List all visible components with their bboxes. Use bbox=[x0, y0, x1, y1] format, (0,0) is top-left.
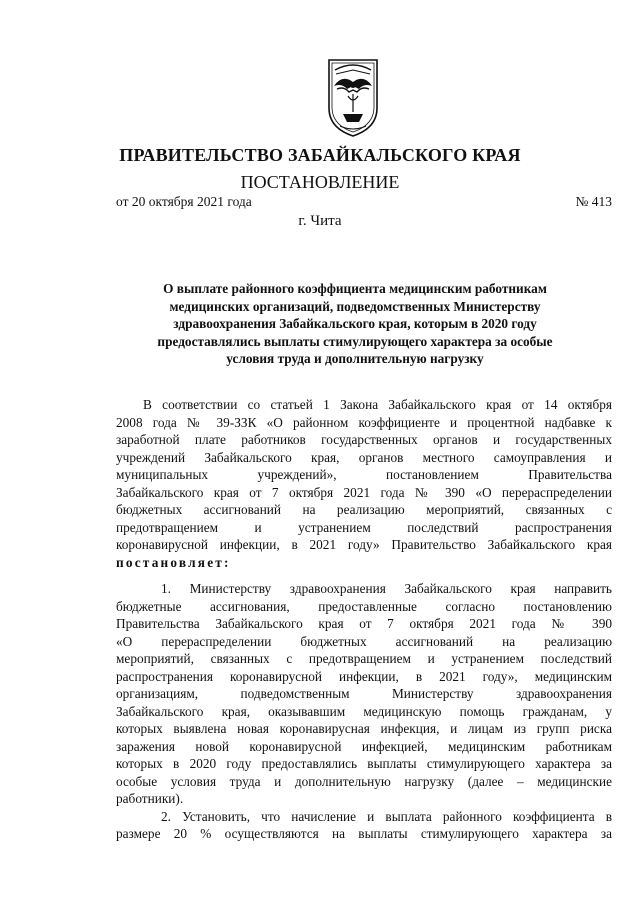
paragraph1-line: особые условия труда и дополнительную нагрузку (далее – медицинские bbox=[116, 773, 612, 789]
city: г. Чита bbox=[298, 213, 342, 229]
document-date: от 20 октября 2021 года bbox=[116, 194, 252, 209]
paragraph1-line: организациям, подведомственным Министерству здравоохранения bbox=[116, 686, 612, 701]
paragraph1-line: Забайкальского края, оказывавшим медицинскую помощь гражданам, у bbox=[116, 703, 612, 719]
document-number: № 413 bbox=[575, 194, 612, 209]
resolves-colon: : bbox=[224, 554, 231, 570]
subject-line: медицинских организаций, подведомственных Министерству bbox=[169, 298, 541, 314]
paragraph1-line: «О перераспределении бюджетных ассигнований на реализацию bbox=[116, 633, 612, 649]
preamble-line: муниципальных учреждений», постановлением Правительства bbox=[116, 467, 612, 482]
resolves-word: постановляет bbox=[116, 554, 225, 570]
document-subject bbox=[116, 280, 594, 368]
preamble-line: 2008 года № 39-ЗЗК «О районном коэффициенте и процентной надбавке к bbox=[116, 414, 612, 430]
paragraph2-line: размере 20 % осуществляются на выплаты стимулирующего характера за bbox=[116, 826, 612, 841]
subject-line: условия труда и дополнительную нагрузку bbox=[226, 351, 484, 366]
subject-line: здравоохранения Забайкальского края, которым в 2020 году bbox=[173, 316, 537, 331]
paragraph1-line: заражения новой коронавирусной инфекцией, медицинским работникам bbox=[116, 738, 612, 754]
coat-of-arms-icon bbox=[326, 56, 380, 140]
document-type: ПОСТАНОВЛЕНИЕ bbox=[240, 172, 400, 192]
paragraph1-line: которых выявлена новая коронавирусная инфекция, и лицам из групп риска bbox=[116, 721, 612, 736]
preamble-line: В соответствии со статьей 1 Закона Забайкальского края от 14 октября bbox=[143, 397, 612, 412]
paragraph1-line: мероприятий, связанных с предотвращением и устранением последствий bbox=[116, 651, 612, 666]
paragraph1-line: которых в 2020 году предоставлялись выплаты стимулирующего характера за bbox=[116, 756, 612, 771]
paragraph1-line: распространения коронавирусной инфекции, в 2021 году», медицинским bbox=[116, 668, 612, 684]
preamble-line: коронавирусной инфекции, в 2021 году» Правительство Забайкальского края bbox=[116, 537, 612, 552]
preamble-line: предотвращением и устранением последствий распространения bbox=[116, 519, 612, 535]
paragraph2-line: 2. Установить, что начисление и выплата районного коэффициента в bbox=[161, 808, 612, 824]
resolves-line bbox=[116, 554, 612, 572]
preamble-line: бюджетных ассигнований на реализацию мероприятий, связанных с bbox=[116, 502, 612, 517]
paragraph1-line: бюджетные ассигнования, предоставленные согласно постановлению bbox=[116, 598, 612, 614]
preamble-line: заработной плате работников государственных органов и государственных bbox=[116, 432, 612, 447]
subject-line: О выплате районного коэффициента медицинским работникам bbox=[163, 281, 547, 296]
subject-line: предоставлялись выплаты стимулирующего характера за особые bbox=[157, 333, 553, 349]
paragraph1-line: 1. Министерству здравоохранения Забайкальского края направить bbox=[161, 581, 612, 596]
government-title: ПРАВИТЕЛЬСТВО ЗАБАЙКАЛЬСКОГО КРАЯ bbox=[119, 145, 521, 165]
document-body bbox=[116, 396, 612, 843]
paragraph1-line: работники). bbox=[116, 791, 184, 806]
preamble-line: Забайкальского края от 7 октября 2021 года № 390 «О перераспределении bbox=[116, 484, 612, 500]
preamble-line: учреждений Забайкальского края, органов местного самоуправления и bbox=[116, 449, 612, 465]
paragraph1-line: Правительства Забайкальского края от 7 октября 2021 года № 390 bbox=[116, 616, 612, 631]
